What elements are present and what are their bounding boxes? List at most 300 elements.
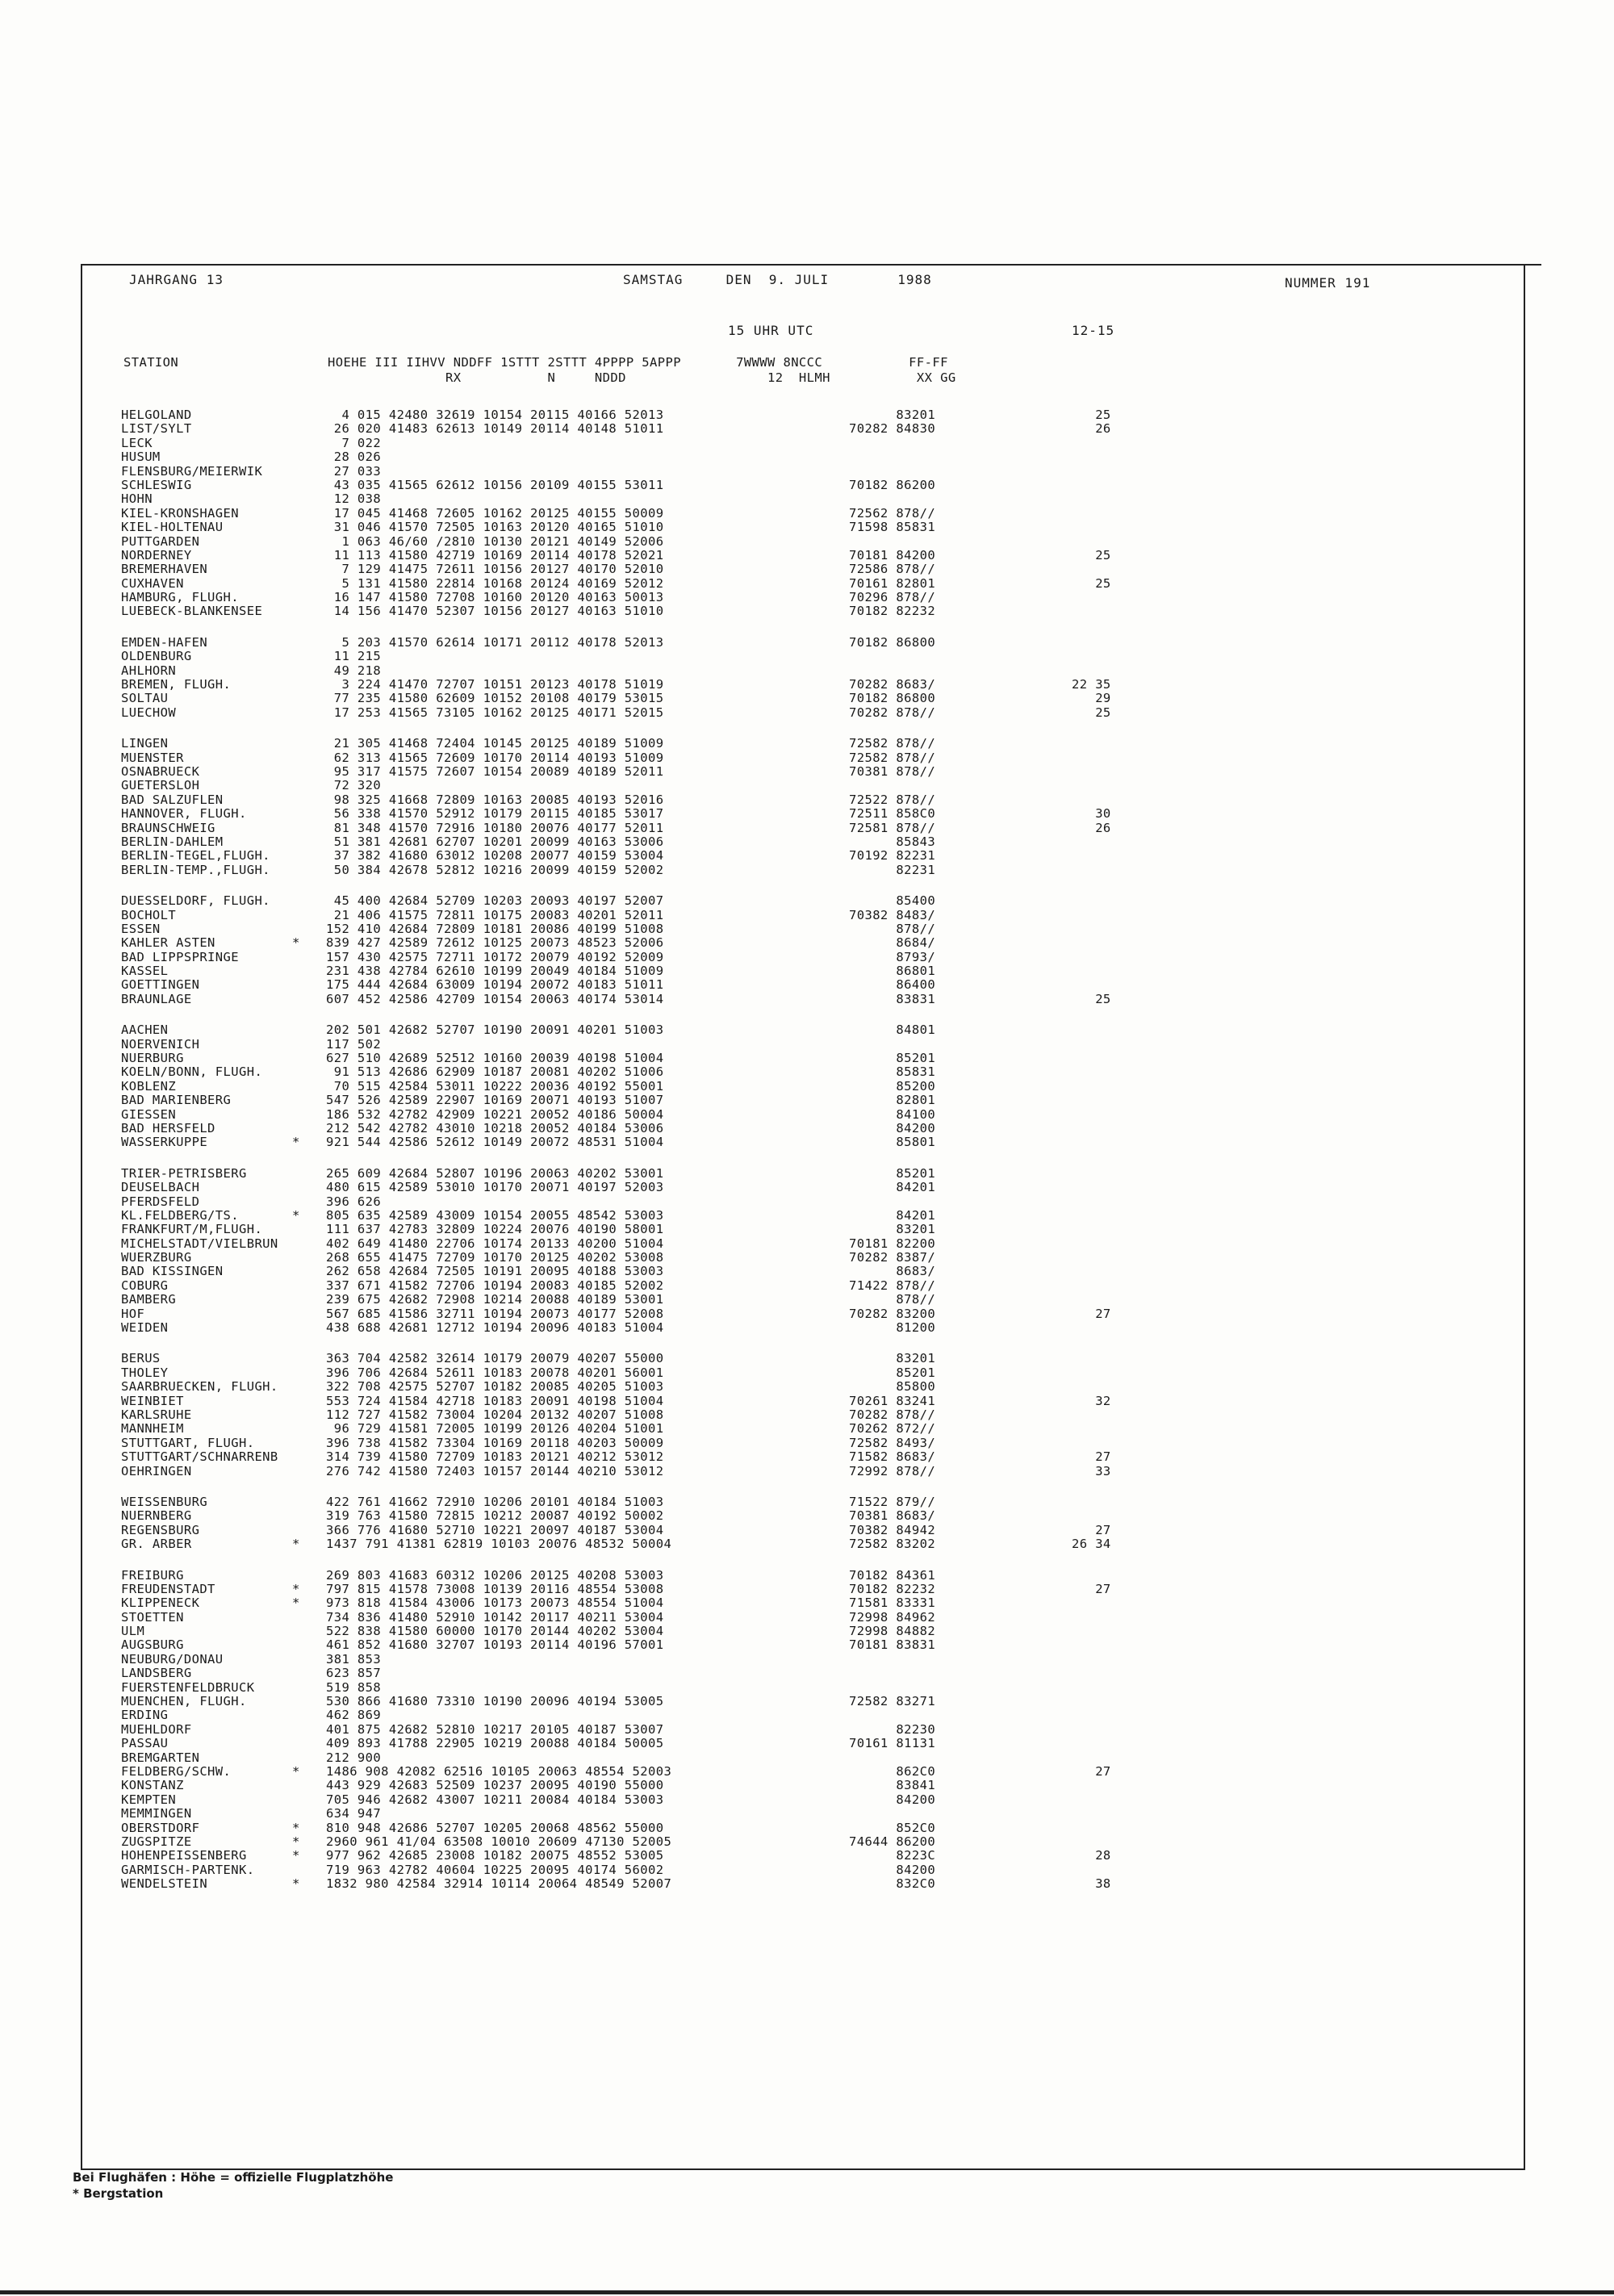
station-name: MICHELSTADT/VIELBRUN — [121, 1236, 278, 1251]
wind-gust-group: 28 — [1072, 1848, 1111, 1863]
weather-cloud-group: 70261 83241 — [849, 1393, 936, 1408]
station-name: KOBLENZ — [121, 1078, 177, 1094]
weather-cloud-group: 862C0 — [849, 1763, 936, 1779]
synop-values: 95 317 41575 72607 10154 20089 40189 52011 — [326, 763, 664, 779]
weather-cloud-group: 8683/ — [849, 1264, 936, 1279]
synop-values: 269 803 41683 60312 10206 20125 40208 53003 — [326, 1567, 664, 1583]
wind-gust-group: 25 — [1072, 575, 1111, 591]
synop-values: 62 313 41565 72609 10170 20114 40193 51009 — [326, 750, 664, 765]
weather-cloud-group: 70382 8483/ — [849, 907, 936, 922]
weather-cloud-group: 72998 84962 — [849, 1609, 936, 1625]
synop-values: 337 671 41582 72706 10194 20083 40185 52002 — [326, 1278, 664, 1293]
station-name: KL.FELDBERG/TS. — [121, 1207, 239, 1223]
weather-cloud-group: 72582 83202 — [849, 1537, 936, 1552]
station-name: NOERVENICH — [121, 1036, 200, 1052]
weather-cloud-group: 85843 — [849, 834, 936, 849]
weather-cloud-group: 83831 — [849, 991, 936, 1006]
synop-values: 719 963 42782 40604 10225 20095 40174 56002 — [326, 1862, 664, 1877]
weather-cloud-group: 852C0 — [849, 1820, 936, 1835]
synop-values: 319 763 41580 72815 10212 20087 40192 50002 — [326, 1508, 664, 1524]
station-name: BAD KISSINGEN — [121, 1264, 224, 1279]
wind-gust-group: 27 — [1072, 1306, 1111, 1321]
mountain-marker: * — [292, 1135, 300, 1150]
wind-gust-group: 27 — [1072, 1449, 1111, 1465]
station-name: KARLSRUHE — [121, 1407, 192, 1422]
wind-gust-group: 38 — [1072, 1876, 1111, 1892]
weather-cloud-group: 86801 — [849, 964, 936, 979]
weather-cloud-group: 82230 — [849, 1721, 936, 1737]
weather-cloud-group: 71598 85831 — [849, 520, 936, 535]
weather-cloud-group: 86400 — [849, 977, 936, 993]
station-name: HOHENPEISSENBERG — [121, 1848, 247, 1863]
synop-values: 14 156 41470 52307 10156 20127 40163 51010 — [326, 604, 664, 619]
synop-values: 262 658 42684 72505 10191 20095 40188 53003 — [326, 1264, 664, 1279]
station-name: LUECHOW — [121, 705, 177, 720]
weather-cloud-group: 70262 872// — [849, 1421, 936, 1437]
weather-cloud-group: 84801 — [849, 1023, 936, 1038]
station-name: KIEL-KRONSHAGEN — [121, 505, 239, 521]
synop-values: 21 406 41575 72811 10175 20083 40201 52011 — [326, 907, 664, 922]
weather-cloud-group: 70282 8683/ — [849, 677, 936, 692]
mountain-marker: * — [292, 1595, 300, 1611]
station-name: MUEHLDORF — [121, 1721, 192, 1737]
station-name: BAMBERG — [121, 1292, 177, 1307]
synop-values: 567 685 41586 32711 10194 20073 40177 52008 — [326, 1306, 664, 1321]
weather-cloud-group: 72582 878// — [849, 750, 936, 765]
synop-values: 322 708 42575 52707 10182 20085 40205 51003 — [326, 1379, 664, 1395]
column-header-line2: RX N NDDD 12 HLMH XX GG — [123, 370, 956, 385]
synop-values: 3 224 41470 72707 10151 20123 40178 51019 — [326, 677, 664, 692]
synop-values: 17 045 41468 72605 10162 20125 40155 50009 — [326, 505, 664, 521]
station-name: CUXHAVEN — [121, 575, 184, 591]
synop-values: 26 020 41483 62613 10149 20114 40148 51011 — [326, 421, 664, 437]
mountain-marker: * — [292, 1820, 300, 1835]
station-name: BERLIN-DAHLEM — [121, 834, 224, 849]
synop-values: 16 147 41580 72708 10160 20120 40163 50013 — [326, 590, 664, 605]
issue-date: SAMSTAG DEN 9. JULI 1988 — [623, 272, 932, 287]
weather-cloud-group: 85801 — [849, 1135, 936, 1150]
synop-values: 51 381 42681 62707 10201 20099 40163 53006 — [326, 834, 664, 849]
mountain-marker: * — [292, 1581, 300, 1596]
wind-gust-group: 26 34 — [1072, 1537, 1111, 1552]
synop-values: 157 430 42575 72711 10172 20079 40192 52009 — [326, 949, 664, 964]
synop-values: 96 729 41581 72005 10199 20126 40204 51001 — [326, 1421, 664, 1437]
synop-values: 186 532 42782 42909 10221 20052 40186 50004 — [326, 1106, 664, 1122]
synop-values: 402 649 41480 22706 10174 20133 40200 51004 — [326, 1236, 664, 1251]
synop-values: 396 738 41582 73304 10169 20118 40203 50009 — [326, 1435, 664, 1450]
synop-values: 11 113 41580 42719 10169 20114 40178 52021 — [326, 547, 664, 562]
station-name: NUERBURG — [121, 1051, 184, 1066]
station-name: ESSEN — [121, 921, 161, 936]
station-name: BAD MARIENBERG — [121, 1093, 232, 1108]
wind-gust-group: 25 — [1072, 705, 1111, 720]
synop-values: 522 838 41580 60000 10170 20144 40202 53004 — [326, 1624, 664, 1639]
synop-values: 734 836 41480 52910 10142 20117 40211 53004 — [326, 1609, 664, 1625]
synop-values: 27 033 — [326, 463, 382, 479]
station-name: PUTTGARDEN — [121, 533, 200, 549]
synop-values: 519 858 — [326, 1679, 382, 1695]
synop-values: 5 203 41570 62614 10171 20112 40178 52013 — [326, 634, 664, 650]
synop-values: 1437 791 41381 62819 10103 20076 48532 50004 — [326, 1537, 672, 1552]
weather-cloud-group: 84200 — [849, 1120, 936, 1135]
station-name: MANNHEIM — [121, 1421, 184, 1437]
synop-values: 438 688 42681 12712 10194 20096 40183 51004 — [326, 1320, 664, 1336]
weather-cloud-group: 85201 — [849, 1365, 936, 1380]
station-name: AUGSBURG — [121, 1637, 184, 1653]
weather-cloud-group: 70181 82200 — [849, 1236, 936, 1251]
station-name: STUTTGART/SCHNARRENB — [121, 1449, 278, 1465]
mountain-marker: * — [292, 935, 300, 951]
station-name: NUERNBERG — [121, 1508, 192, 1524]
mountain-marker: * — [292, 1834, 300, 1849]
synop-values: 28 026 — [326, 450, 382, 465]
weather-cloud-group: 85831 — [849, 1064, 936, 1080]
station-name: EMDEN-HAFEN — [121, 634, 208, 650]
station-name: BREMGARTEN — [121, 1750, 200, 1765]
synop-values: 396 626 — [326, 1194, 382, 1209]
station-name: THOLEY — [121, 1365, 169, 1380]
synop-values: 977 962 42685 23008 10182 20075 48552 53005 — [326, 1848, 664, 1863]
mountain-marker: * — [292, 1207, 300, 1223]
station-name: ERDING — [121, 1708, 169, 1723]
weather-cloud-group: 83201 — [849, 1222, 936, 1237]
synop-values: 547 526 42589 22907 10169 20071 40193 51007 — [326, 1093, 664, 1108]
wind-gust-group: 29 — [1072, 691, 1111, 706]
weather-cloud-group: 70381 8683/ — [849, 1508, 936, 1524]
station-name: HOF — [121, 1306, 145, 1321]
station-name: COBURG — [121, 1278, 169, 1293]
synop-values: 805 635 42589 43009 10154 20055 48542 53003 — [326, 1207, 664, 1223]
synop-values: 56 338 41570 52912 10179 20115 40185 53017 — [326, 806, 664, 822]
weather-cloud-group: 832C0 — [849, 1876, 936, 1892]
station-name: KEMPTEN — [121, 1792, 177, 1807]
observation-time: 15 UHR UTC — [728, 323, 814, 338]
station-name: FRANKFURT/M,FLUGH. — [121, 1222, 263, 1237]
station-name: KLIPPENECK — [121, 1595, 200, 1611]
wind-gust-group: 33 — [1072, 1463, 1111, 1478]
weather-cloud-group: 70182 86800 — [849, 691, 936, 706]
synop-values: 72 320 — [326, 778, 382, 793]
synop-values: 98 325 41668 72809 10163 20085 40193 52016 — [326, 792, 664, 807]
synop-values: 480 615 42589 53010 10170 20071 40197 52003 — [326, 1180, 664, 1195]
station-name: BAD LIPPSPRINGE — [121, 949, 239, 964]
wind-gust-group: 25 — [1072, 408, 1111, 422]
station-name: GR. ARBER — [121, 1537, 192, 1552]
synop-values: 111 637 42783 32809 10224 20076 40190 58001 — [326, 1222, 664, 1237]
weather-cloud-group: 70282 84830 — [849, 421, 936, 437]
station-name: PFERDSFELD — [121, 1194, 200, 1209]
station-name: BERLIN-TEGEL,FLUGH. — [121, 848, 270, 864]
column-header-line1: STATION HOEHE III IIHVV NDDFF 1STTT 2STTT 4PPPP 5APPP 7WWWW 8NCCC FF-FF — [123, 355, 948, 370]
weather-cloud-group: 70296 878// — [849, 590, 936, 605]
station-name: AACHEN — [121, 1023, 169, 1038]
station-name: KASSEL — [121, 964, 169, 979]
synop-values: 12 038 — [326, 491, 382, 507]
weather-cloud-group: 84201 — [849, 1180, 936, 1195]
weather-cloud-group: 85800 — [849, 1379, 936, 1395]
weather-cloud-group: 71582 8683/ — [849, 1449, 936, 1465]
station-name: BERLIN-TEMP.,FLUGH. — [121, 862, 270, 877]
synop-values: 17 253 41565 73105 10162 20125 40171 52015 — [326, 705, 664, 720]
weather-cloud-group: 72511 858C0 — [849, 806, 936, 822]
weather-cloud-group: 83841 — [849, 1778, 936, 1793]
station-name: MEMMINGEN — [121, 1806, 192, 1821]
station-name: WASSERKUPPE — [121, 1135, 208, 1150]
synop-values: 175 444 42684 63009 10194 20072 40183 51011 — [326, 977, 664, 993]
station-name: BREMEN, FLUGH. — [121, 677, 232, 692]
station-name: ZUGSPITZE — [121, 1834, 192, 1849]
synop-values: 117 502 — [326, 1036, 382, 1052]
station-name: DEUSELBACH — [121, 1180, 200, 1195]
station-name: BAD HERSFELD — [121, 1120, 215, 1135]
station-name: LANDSBERG — [121, 1666, 192, 1681]
synop-values: 49 218 — [326, 663, 382, 678]
weather-cloud-group: 70282 83200 — [849, 1306, 936, 1321]
wind-gust-group: 27 — [1072, 1581, 1111, 1596]
weather-cloud-group: 84201 — [849, 1207, 936, 1223]
station-name: SAARBRUECKEN, FLUGH. — [121, 1379, 278, 1395]
synop-values: 81 348 41570 72916 10180 20076 40177 52011 — [326, 820, 664, 835]
weather-cloud-group: 83201 — [849, 1351, 936, 1366]
station-name: GOETTINGEN — [121, 977, 200, 993]
synop-values: 973 818 41584 43006 10173 20073 48554 51004 — [326, 1595, 664, 1611]
synop-values: 409 893 41788 22905 10219 20088 40184 50005 — [326, 1736, 664, 1751]
synop-values: 212 900 — [326, 1750, 382, 1765]
weather-cloud-group: 70161 81131 — [849, 1736, 936, 1751]
station-name: FUERSTENFELDBRUCK — [121, 1679, 255, 1695]
station-name: HUSUM — [121, 450, 161, 465]
station-name: KONSTANZ — [121, 1778, 184, 1793]
synop-values: 634 947 — [326, 1806, 382, 1821]
station-name: HANNOVER, FLUGH. — [121, 806, 247, 822]
weather-cloud-group: 72586 878// — [849, 562, 936, 577]
station-name: BREMERHAVEN — [121, 562, 208, 577]
weather-cloud-group: 70381 878// — [849, 763, 936, 779]
page-frame-left — [81, 264, 82, 2168]
weather-cloud-group: 70282 8387/ — [849, 1250, 936, 1265]
synop-values: 31 046 41570 72505 10163 20120 40165 51010 — [326, 520, 664, 535]
station-name: MUENSTER — [121, 750, 184, 765]
station-name: BAD SALZUFLEN — [121, 792, 224, 807]
station-name: SCHLESWIG — [121, 477, 192, 492]
weather-cloud-group: 84200 — [849, 1862, 936, 1877]
synop-values: 607 452 42586 42709 10154 20063 40174 53014 — [326, 991, 664, 1006]
synop-values: 627 510 42689 52512 10160 20039 40198 51004 — [326, 1051, 664, 1066]
synop-values: 21 305 41468 72404 10145 20125 40189 51009 — [326, 736, 664, 751]
synop-values: 50 384 42678 52812 10216 20099 40159 52002 — [326, 862, 664, 877]
station-name: OEHRINGEN — [121, 1463, 192, 1478]
station-name: DUESSELDORF, FLUGH. — [121, 893, 270, 909]
weather-cloud-group: 8223C — [849, 1848, 936, 1863]
weather-cloud-group: 84100 — [849, 1106, 936, 1122]
wind-gust-group: 30 — [1072, 806, 1111, 822]
synop-values: 112 727 41582 73004 10204 20132 40207 51008 — [326, 1407, 664, 1422]
synop-values: 276 742 41580 72403 10157 20144 40210 53012 — [326, 1463, 664, 1478]
synop-values: 401 875 42682 52810 10217 20105 40187 53007 — [326, 1721, 664, 1737]
station-name: STOETTEN — [121, 1609, 184, 1625]
synop-values: 797 815 41578 73008 10139 20116 48554 53008 — [326, 1581, 664, 1596]
weather-cloud-group: 72992 878// — [849, 1463, 936, 1478]
weather-cloud-group: 72582 8493/ — [849, 1435, 936, 1450]
station-name: TRIER-PETRISBERG — [121, 1165, 247, 1181]
station-name: WEISSENBURG — [121, 1494, 208, 1509]
station-name: KAHLER ASTEN — [121, 935, 215, 951]
footnote-mountain: * Bergstation — [73, 2186, 164, 2201]
station-name: PASSAU — [121, 1736, 169, 1751]
station-name: LINGEN — [121, 736, 169, 751]
ff-range: 12-15 — [1072, 323, 1115, 338]
synop-values: 202 501 42682 52707 10190 20091 40201 51003 — [326, 1023, 664, 1038]
synop-values: 366 776 41680 52710 10221 20097 40187 53004 — [326, 1522, 664, 1537]
synop-values: 7 022 — [326, 435, 382, 450]
synop-values: 462 869 — [326, 1708, 382, 1723]
mountain-marker: * — [292, 1876, 300, 1892]
weather-cloud-group: 70182 82232 — [849, 604, 936, 619]
synop-values: 553 724 41584 42718 10183 20091 40198 51004 — [326, 1393, 664, 1408]
station-name: GIESSEN — [121, 1106, 177, 1122]
synop-values: 381 853 — [326, 1651, 382, 1667]
synop-values: 921 544 42586 52612 10149 20072 48531 51004 — [326, 1135, 664, 1150]
synop-values: 268 655 41475 72709 10170 20125 40202 53008 — [326, 1250, 664, 1265]
weather-cloud-group: 81200 — [849, 1320, 936, 1336]
station-name: MUENCHEN, FLUGH. — [121, 1694, 247, 1709]
scan-edge-line — [0, 2290, 1614, 2294]
wind-gust-group: 32 — [1072, 1393, 1111, 1408]
weather-cloud-group: 71522 879// — [849, 1494, 936, 1509]
weather-cloud-group: 878// — [849, 1292, 936, 1307]
station-name: REGENSBURG — [121, 1522, 200, 1537]
station-name: BERUS — [121, 1351, 161, 1366]
weather-cloud-group: 70181 84200 — [849, 547, 936, 562]
synop-values: 77 235 41580 62609 10152 20108 40179 53015 — [326, 691, 664, 706]
weather-cloud-group: 71581 83331 — [849, 1595, 936, 1611]
synop-values: 530 866 41680 73310 10190 20096 40194 53005 — [326, 1694, 664, 1709]
footnote-airports: Bei Flughäfen : Höhe = offizielle Flugplatzhöhe — [73, 2170, 394, 2185]
station-name: GUETERSLOH — [121, 778, 200, 793]
weather-cloud-group: 71422 878// — [849, 1278, 936, 1293]
synop-values: 212 542 42782 43010 10218 20052 40184 53006 — [326, 1120, 664, 1135]
mountain-marker: * — [292, 1848, 300, 1863]
synop-values: 1 063 46/60 /2810 10130 20121 40149 52006 — [326, 533, 664, 549]
weather-cloud-group: 8684/ — [849, 935, 936, 951]
synop-values: 43 035 41565 62612 10156 20109 40155 53011 — [326, 477, 664, 492]
synop-values: 839 427 42589 72612 10125 20073 48523 52006 — [326, 935, 664, 951]
synop-values: 37 382 41680 63012 10208 20077 40159 53004 — [326, 848, 664, 864]
synop-values: 1832 980 42584 32914 10114 20064 48549 52007 — [326, 1876, 672, 1892]
wind-gust-group: 26 — [1072, 421, 1111, 437]
station-name: LIST/SYLT — [121, 421, 192, 437]
synop-values: 45 400 42684 52709 10203 20093 40197 52007 — [326, 893, 664, 909]
mountain-marker: * — [292, 1763, 300, 1779]
wind-gust-group: 26 — [1072, 820, 1111, 835]
station-name: AHLHORN — [121, 663, 177, 678]
weather-cloud-group: 72582 83271 — [849, 1694, 936, 1709]
station-name: BRAUNSCHWEIG — [121, 820, 215, 835]
wind-gust-group: 27 — [1072, 1522, 1111, 1537]
wind-gust-group: 25 — [1072, 547, 1111, 562]
page-frame-right — [1524, 264, 1525, 2168]
station-name: WUERZBURG — [121, 1250, 192, 1265]
jahrgang: JAHRGANG 13 — [129, 272, 224, 287]
weather-cloud-group: 83201 — [849, 408, 936, 422]
weather-cloud-group: 70182 86200 — [849, 477, 936, 492]
weather-cloud-group: 82231 — [849, 862, 936, 877]
weather-cloud-group: 70182 84361 — [849, 1567, 936, 1583]
weather-cloud-group: 70182 86800 — [849, 634, 936, 650]
station-name: SOLTAU — [121, 691, 169, 706]
weather-cloud-group: 72562 878// — [849, 505, 936, 521]
station-name: OBERSTDORF — [121, 1820, 200, 1835]
weather-cloud-group: 85201 — [849, 1051, 936, 1066]
station-name: ULM — [121, 1624, 145, 1639]
mountain-marker: * — [292, 1537, 300, 1552]
station-name: BRAUNLAGE — [121, 991, 192, 1006]
station-name: GARMISCH-PARTENK. — [121, 1862, 255, 1877]
weather-cloud-group: 85200 — [849, 1078, 936, 1094]
weather-cloud-group: 70282 878// — [849, 705, 936, 720]
synop-values: 5 131 41580 22814 10168 20124 40169 52012 — [326, 575, 664, 591]
weather-cloud-group: 85400 — [849, 893, 936, 909]
weather-cloud-group: 72998 84882 — [849, 1624, 936, 1639]
synop-values: 91 513 42686 62909 10187 20081 40202 51006 — [326, 1064, 664, 1080]
station-name: FREIBURG — [121, 1567, 184, 1583]
station-name: LUEBECK-BLANKENSEE — [121, 604, 263, 619]
synop-values: 152 410 42684 72809 10181 20086 40199 51008 — [326, 921, 664, 936]
synop-values: 1486 908 42082 62516 10105 20063 48554 52003 — [326, 1763, 672, 1779]
synop-values: 461 852 41680 32707 10193 20114 40196 57001 — [326, 1637, 664, 1653]
station-name: FLENSBURG/MEIERWIK — [121, 463, 263, 479]
station-name: KIEL-HOLTENAU — [121, 520, 224, 535]
synop-values: 396 706 42684 52611 10183 20078 40201 56001 — [326, 1365, 664, 1380]
weather-cloud-group: 70182 82232 — [849, 1581, 936, 1596]
synop-values: 4 015 42480 32619 10154 20115 40166 52013 — [326, 408, 664, 422]
station-name: NEUBURG/DONAU — [121, 1651, 224, 1667]
weather-cloud-group: 82801 — [849, 1093, 936, 1108]
wind-gust-group: 27 — [1072, 1763, 1111, 1779]
station-name: OSNABRUECK — [121, 763, 200, 779]
station-name: FELDBERG/SCHW. — [121, 1763, 232, 1779]
synop-values: 239 675 42682 72908 10214 20088 40189 53001 — [326, 1292, 664, 1307]
synop-values: 265 609 42684 52807 10196 20063 40202 53001 — [326, 1165, 664, 1181]
weather-cloud-group: 72582 878// — [849, 736, 936, 751]
weather-cloud-group: 84200 — [849, 1792, 936, 1807]
weather-cloud-group: 70382 84942 — [849, 1522, 936, 1537]
weather-cloud-group: 70192 82231 — [849, 848, 936, 864]
synop-values: 231 438 42784 62610 10199 20049 40184 51009 — [326, 964, 664, 979]
station-name: LECK — [121, 435, 153, 450]
station-name: STUTTGART, FLUGH. — [121, 1435, 255, 1450]
synop-values: 443 929 42683 52509 10237 20095 40190 55000 — [326, 1778, 664, 1793]
synop-values: 623 857 — [326, 1666, 382, 1681]
station-name: HELGOLAND — [121, 408, 192, 422]
synop-values: 705 946 42682 43007 10211 20084 40184 53003 — [326, 1792, 664, 1807]
weather-cloud-group: 8793/ — [849, 949, 936, 964]
station-name: WEIDEN — [121, 1320, 169, 1336]
wind-gust-group: 22 35 — [1072, 677, 1111, 692]
station-name: WENDELSTEIN — [121, 1876, 208, 1892]
station-name: FREUDENSTADT — [121, 1581, 215, 1596]
weather-cloud-group: 72581 878// — [849, 820, 936, 835]
synop-values: 7 129 41475 72611 10156 20127 40170 52010 — [326, 562, 664, 577]
synop-values: 70 515 42584 53011 10222 20036 40192 55001 — [326, 1078, 664, 1094]
station-name: HAMBURG, FLUGH. — [121, 590, 239, 605]
weather-cloud-group: 85201 — [849, 1165, 936, 1181]
wind-gust-group: 25 — [1072, 991, 1111, 1006]
weather-cloud-group: 72522 878// — [849, 792, 936, 807]
station-name: HOHN — [121, 491, 153, 507]
station-name: OLDENBURG — [121, 649, 192, 664]
synop-values: 314 739 41580 72709 10183 20121 40212 53012 — [326, 1449, 664, 1465]
